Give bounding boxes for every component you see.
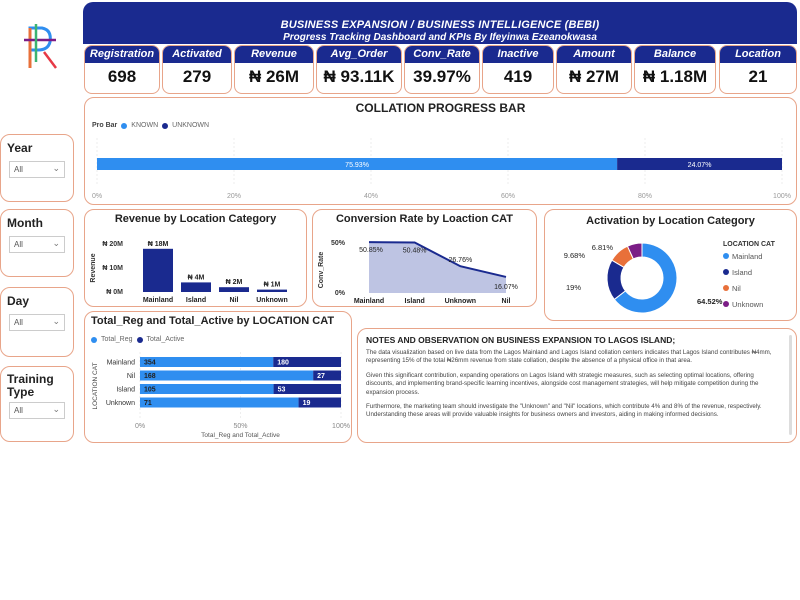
- totals-card: [84, 311, 352, 443]
- slicer-title: Training Type: [7, 372, 54, 399]
- y-axis-label: Revenue: [90, 253, 97, 283]
- known-label: 75.93%: [345, 162, 369, 169]
- axis-tick-label: 40%: [363, 193, 379, 200]
- legend-label: Total_Reg: [101, 336, 133, 343]
- notes-paragraph: Furthermore, the marketing team should investigate the "Unknown" and "Nil" locations, which contribute 4% and 8% of the revenue, respectively. Understanding these areas will provide valuable insights for business owners and investors, aiding in making informed decisions.: [366, 403, 762, 419]
- data-label: 6.81%: [591, 243, 613, 252]
- axis-tick-label: 60%: [500, 193, 516, 200]
- totals-title: Total_Reg and Total_Active by LOCATION CAT: [91, 315, 335, 327]
- kpi-label: Location: [720, 46, 796, 63]
- activation-card: [544, 209, 797, 321]
- revenue-bar[interactable]: [143, 249, 173, 292]
- category-label: Nil: [126, 373, 135, 380]
- kpi-value: ₦ 26M: [248, 67, 300, 86]
- data-label: 19%: [565, 283, 581, 292]
- data-label: ₦ 2M: [225, 279, 243, 287]
- kpi-value: 39.97%: [413, 67, 471, 86]
- x-axis-label: Total_Reg and Total_Active: [201, 432, 280, 439]
- data-label: 19: [302, 400, 311, 407]
- dropdown-value: All: [14, 240, 23, 249]
- data-label: 105: [144, 386, 156, 394]
- revenue-bar[interactable]: [257, 290, 287, 292]
- category-label: Mainland: [353, 298, 385, 305]
- kpi-label: Activated: [163, 46, 231, 63]
- total-reg-bar[interactable]: [140, 357, 273, 367]
- conversion-area[interactable]: [369, 242, 506, 293]
- data-label: ₦ 18M: [147, 240, 169, 248]
- chevron-down-icon: ⌄: [52, 238, 60, 248]
- slicer-month: [0, 209, 74, 277]
- conversion-card: [312, 209, 537, 307]
- axis-tick-label: ₦ 20M: [102, 241, 123, 248]
- axis-tick-label: ₦ 10M: [102, 265, 123, 272]
- kpi-label: Inactive: [483, 46, 553, 63]
- month-dropdown[interactable]: [9, 236, 65, 253]
- dropdown-value: All: [14, 406, 23, 415]
- kpi-inactive[interactable]: [482, 45, 554, 94]
- data-label: 16.07%: [494, 283, 518, 291]
- legend-title: Pro Bar: [92, 122, 118, 129]
- legend-dot-icon[interactable]: [723, 301, 729, 307]
- notes-card: [357, 328, 797, 443]
- total-reg-bar[interactable]: [140, 398, 299, 408]
- data-label: 50.85%: [359, 247, 383, 255]
- year-dropdown[interactable]: [9, 161, 65, 178]
- legend-label: Unknown: [732, 300, 764, 309]
- total-reg-bar[interactable]: [140, 384, 274, 394]
- kpi-amount[interactable]: [556, 45, 632, 94]
- category-label: Island: [185, 297, 207, 304]
- revenue-bar[interactable]: [181, 282, 211, 292]
- kpi-label: Conv_Rate: [405, 46, 479, 63]
- data-label: 9.68%: [563, 251, 585, 260]
- total-reg-bar[interactable]: [140, 371, 313, 381]
- slicer-title: Day: [7, 294, 30, 308]
- axis-tick-label: 100%: [332, 423, 350, 430]
- chevron-down-icon: ⌄: [52, 316, 60, 326]
- kpi-value: 279: [182, 67, 212, 86]
- data-label: 354: [144, 359, 156, 367]
- kpi-value: ₦ 27M: [568, 67, 620, 86]
- dashboard-title: BUSINESS EXPANSION / BUSINESS INTELLIGENCE (BEBI): [280, 19, 600, 31]
- revenue-chart: [85, 210, 308, 308]
- data-label: 71: [144, 400, 152, 407]
- axis-tick-label: 50%: [330, 240, 345, 247]
- legend-label: UNKNOWN: [172, 122, 210, 129]
- data-label: 50.48%: [402, 247, 427, 255]
- revenue-bar[interactable]: [219, 287, 249, 292]
- axis-tick-label: 0%: [91, 193, 103, 200]
- kpi-label: Amount: [557, 46, 631, 63]
- category-label: Mainland: [142, 297, 174, 304]
- training-type-dropdown[interactable]: [9, 402, 65, 419]
- data-label: 180: [277, 359, 289, 367]
- kpi-conv-rate[interactable]: [404, 45, 480, 94]
- notes-scrollbar[interactable]: [789, 335, 792, 435]
- category-label: Unknown: [256, 297, 288, 304]
- kpi-value: ₦ 93.11K: [323, 67, 395, 86]
- dropdown-value: All: [14, 165, 23, 174]
- chevron-down-icon: ⌄: [52, 404, 60, 414]
- conversion-title: Conversion Rate by Loaction CAT: [335, 213, 514, 225]
- data-label: ₦ 4M: [187, 274, 205, 282]
- axis-tick-label: 20%: [226, 193, 242, 200]
- category-label: Nil: [229, 297, 239, 304]
- kpi-registration[interactable]: [84, 45, 160, 94]
- day-dropdown[interactable]: [9, 314, 65, 331]
- axis-tick-label: 0%: [334, 290, 345, 297]
- kpi-label: Registration: [85, 46, 159, 63]
- progress-card: [84, 97, 797, 205]
- dropdown-value: All: [14, 318, 23, 327]
- notes-paragraph: The data visualization based on live data from the Lagos Mainland and Lagos Island collation centers indicates that Lagos Island contributes ₦4mm, representing 15% of the total ₦26mm revenue from state collation, despite the absence of a physical office in that area.: [366, 349, 772, 365]
- slicer-title: Year: [7, 141, 33, 155]
- kpi-avg-order[interactable]: [316, 45, 402, 94]
- revenue-title: Revenue by Location Category: [114, 213, 277, 225]
- legend-label: Total_Active: [146, 336, 185, 343]
- axis-tick-label: 100%: [773, 193, 791, 200]
- legend-label: Mainland: [732, 252, 763, 261]
- legend-dot-icon[interactable]: [723, 253, 729, 259]
- category-label: Mainland: [106, 359, 135, 367]
- totals-chart: [85, 312, 353, 444]
- activation-title: Activation by Location Category: [586, 215, 755, 227]
- conversion-chart: [313, 210, 538, 308]
- slicer-training-type: [0, 366, 74, 442]
- kpi-value: 419: [503, 67, 533, 86]
- category-label: Island: [404, 298, 425, 305]
- unknown-label: 24.07%: [687, 162, 712, 169]
- company-logo: [22, 22, 62, 74]
- notes-title: NOTES AND OBSERVATION ON BUSINESS EXPANSION TO LAGOS ISLAND;: [366, 335, 676, 345]
- kpi-label: Revenue: [235, 46, 313, 63]
- kpi-value: 698: [107, 67, 137, 86]
- data-label: 27: [317, 373, 325, 380]
- kpi-value: ₦ 1.18M: [642, 67, 708, 86]
- kpi-value: 21: [748, 67, 768, 86]
- axis-tick-label: 50%: [233, 423, 248, 430]
- revenue-card: [84, 209, 307, 307]
- data-label: 53: [277, 386, 286, 394]
- slicer-year: [0, 134, 74, 202]
- kpi-activated[interactable]: [162, 45, 232, 94]
- header-banner: [83, 2, 797, 44]
- data-label: 168: [144, 373, 156, 380]
- legend-label: KNOWN: [131, 122, 159, 129]
- notes-paragraph: Given this significant contribution, expanding operations on Lagos Island with strategic measures, such as selecting optimal locations, offering discounts, and implementing brand-specific learning incentives, alongside cost management strategies, will help mitigate competition during the expansion process.: [366, 371, 759, 396]
- y-axis-label: Conv_Rate: [318, 251, 325, 289]
- progress-chart: [85, 98, 798, 206]
- y-axis-label: LOCATION CAT: [92, 362, 99, 410]
- category-label: Nil: [501, 298, 511, 305]
- legend-dot-icon[interactable]: [723, 269, 729, 275]
- kpi-label: Balance: [635, 46, 715, 63]
- kpi-balance[interactable]: [634, 45, 716, 94]
- axis-tick-label: 0%: [134, 423, 146, 430]
- data-label: 26.76%: [448, 257, 473, 265]
- category-label: Unknown: [444, 298, 477, 305]
- kpi-location[interactable]: [719, 45, 797, 94]
- kpi-label: Avg_Order: [317, 46, 401, 63]
- activation-chart: [545, 210, 798, 322]
- legend-label: Nil: [732, 284, 741, 293]
- slicer-day: [0, 287, 74, 357]
- axis-tick-label: ₦ 0M: [106, 289, 123, 296]
- legend-label: Island: [732, 268, 753, 277]
- legend-dot-icon[interactable]: [723, 285, 729, 291]
- progress-title: COLLATION PROGRESS BAR: [355, 101, 526, 115]
- kpi-revenue[interactable]: [234, 45, 314, 94]
- slicer-title: Month: [7, 216, 43, 230]
- category-label: Unknown: [105, 400, 135, 407]
- axis-tick-label: 80%: [637, 193, 653, 200]
- data-label: ₦ 1M: [263, 281, 281, 289]
- chevron-down-icon: ⌄: [52, 163, 60, 173]
- dashboard-subtitle: Progress Tracking Dashboard and KPIs By Ifeyinwa Ezeanokwasa: [283, 32, 597, 43]
- data-label: 64.52%: [697, 297, 723, 306]
- category-label: Island: [116, 386, 135, 394]
- legend-title: LOCATION CAT: [723, 241, 775, 248]
